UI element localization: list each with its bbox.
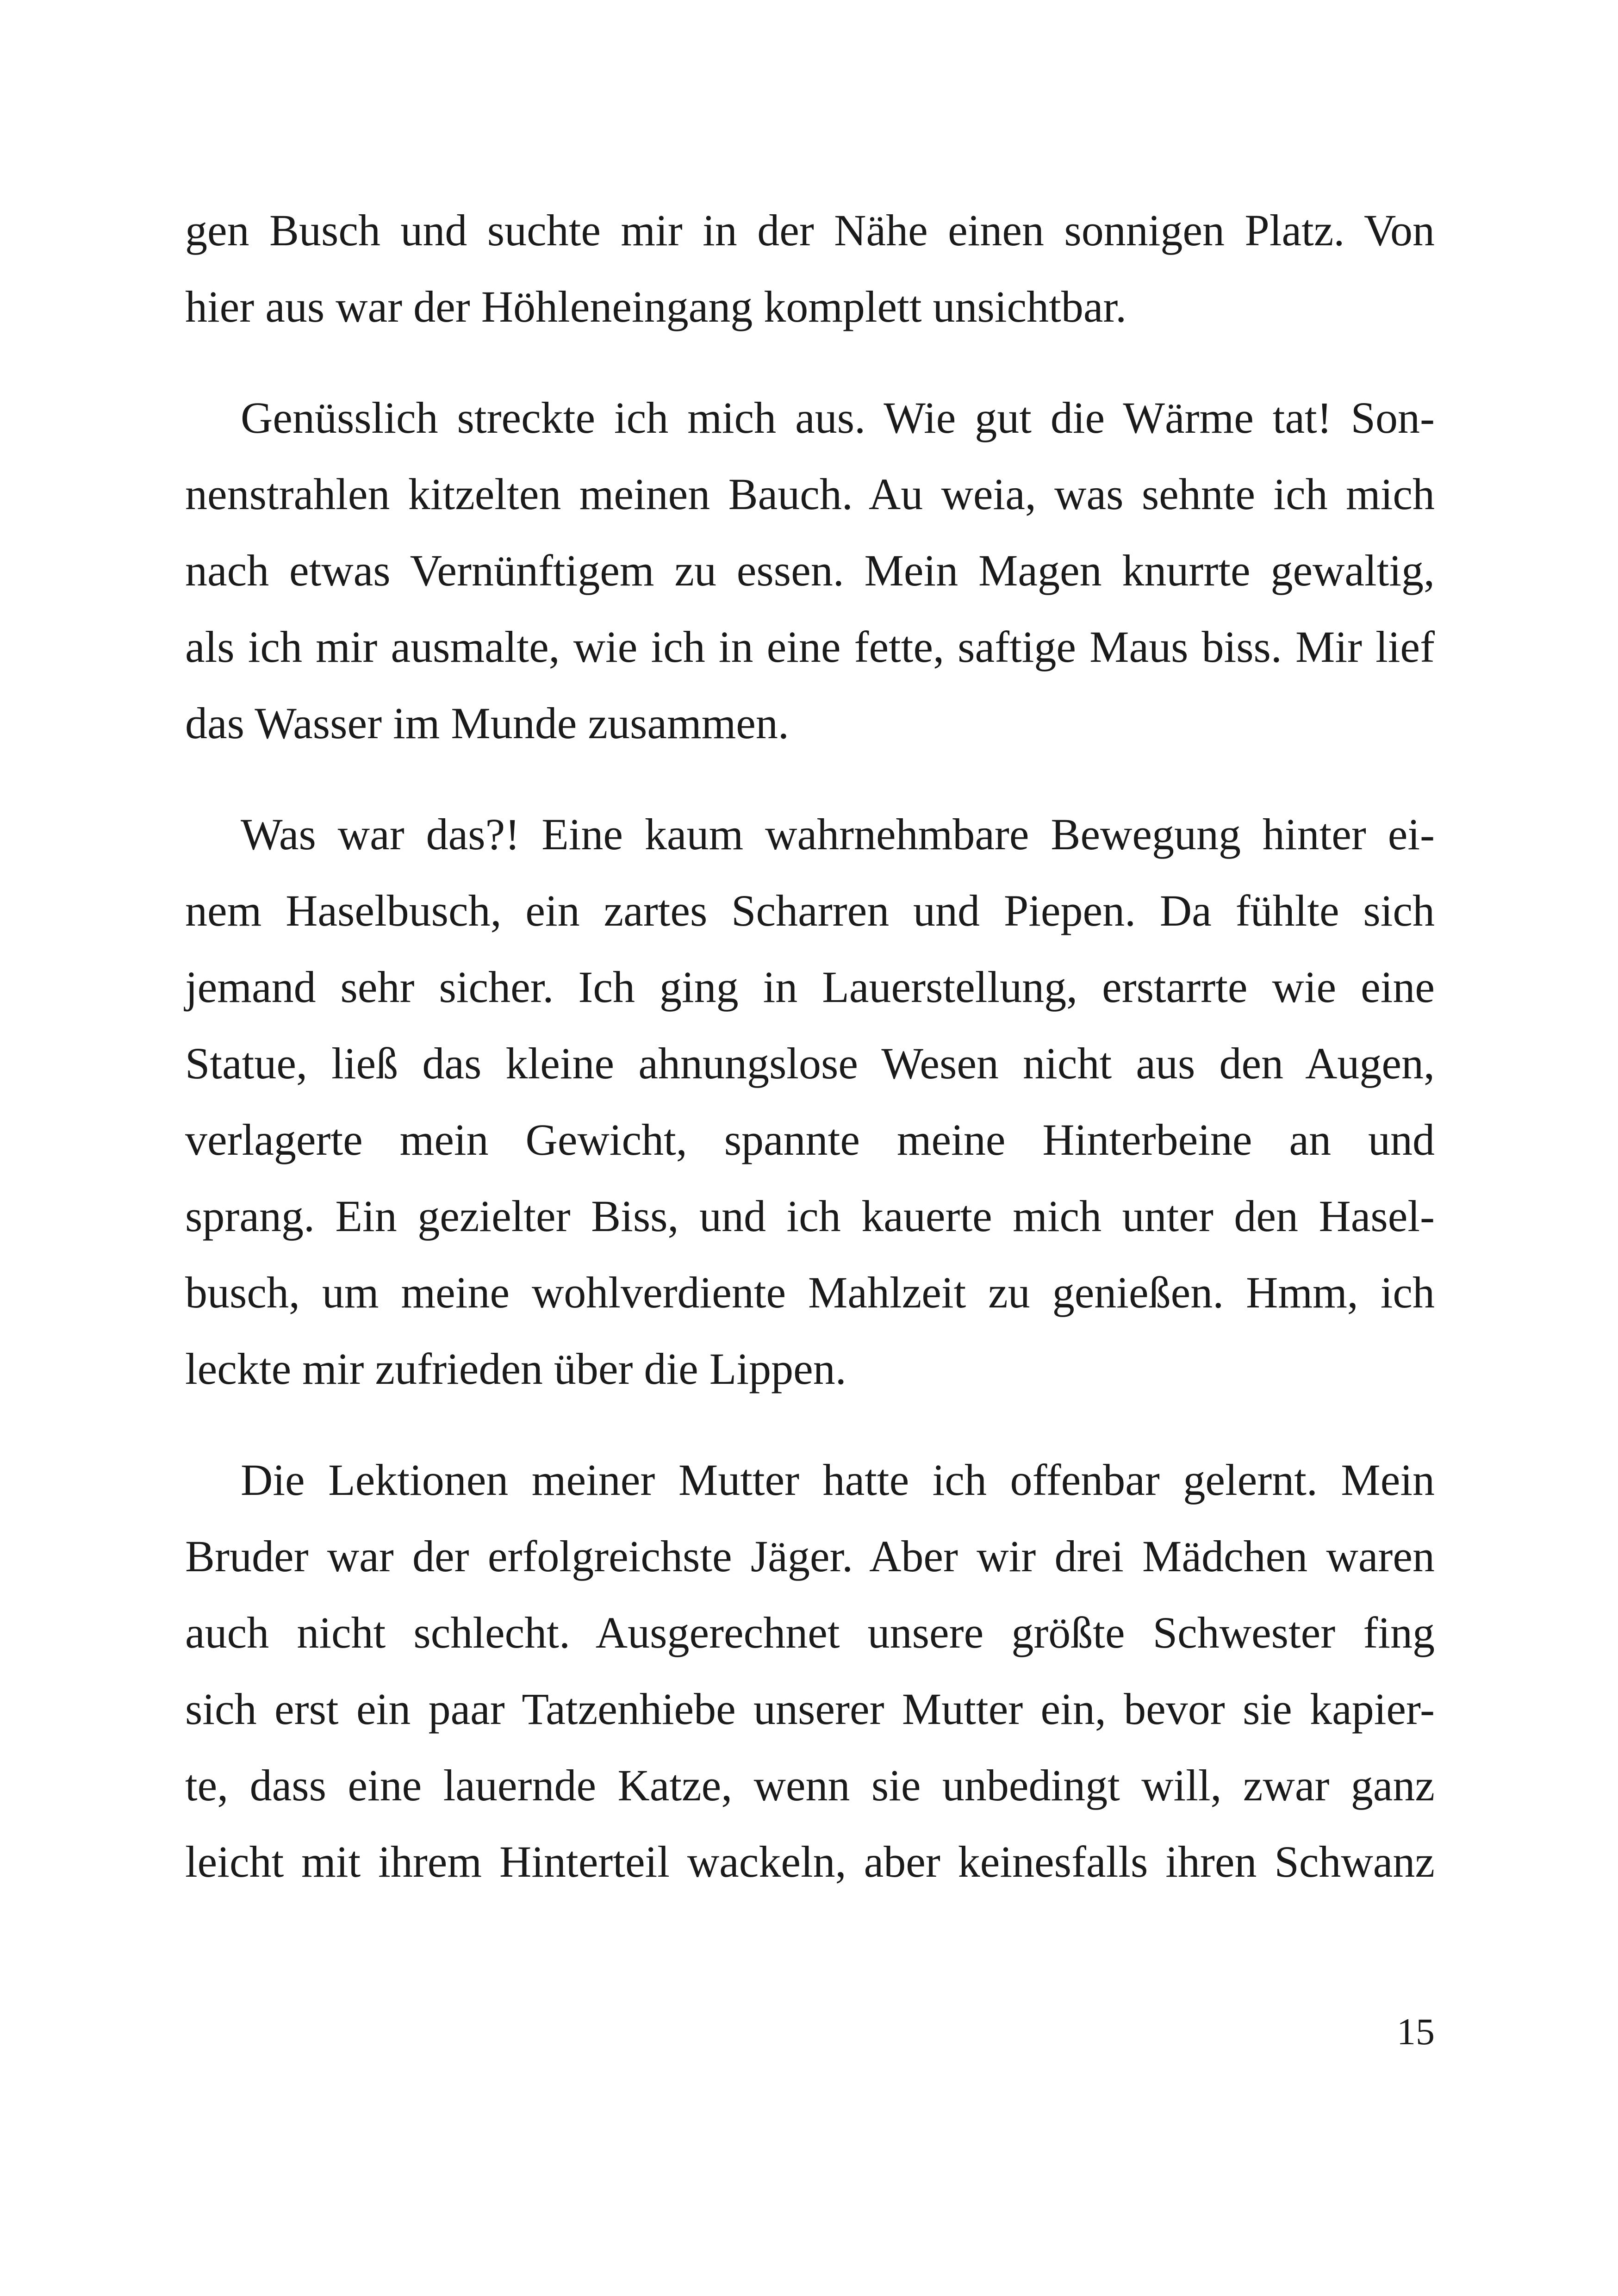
text-line: hier aus war der Höhleneingang komplett unsichtbar. — [185, 282, 1127, 331]
text-line: verlagerte mein Gewicht, spannte meine Hinterbeine an und — [185, 1115, 1435, 1164]
text-line: Genüsslich streckte ich mich aus. Wie gut die Wärme tat! Son- — [241, 393, 1435, 442]
paragraph — [185, 1442, 1435, 1900]
text-line: das Wasser im Munde zusammen. — [185, 698, 789, 748]
text-line: Bruder war der erfolgreichste Jäger. Aber wir drei Mädchen waren — [185, 1531, 1435, 1581]
text-line: sprang. Ein gezielter Biss, und ich kauerte mich unter den Hasel- — [185, 1191, 1435, 1241]
paragraph-gap — [185, 345, 1435, 380]
text-line: gen Busch und suchte mir in der Nähe einen sonnigen Platz. Von — [185, 205, 1435, 255]
paragraph-gap — [185, 1407, 1435, 1442]
text-line: Die Lektionen meiner Mutter hatte ich offenbar gelernt. Mein — [241, 1455, 1435, 1505]
text-line: nem Haselbusch, ein zartes Scharren und Piepen. Da fühlte sich — [185, 886, 1435, 935]
text-line: leicht mit ihrem Hinterteil wackeln, aber keinesfalls ihren Schwanz — [185, 1837, 1435, 1886]
paragraph — [185, 192, 1435, 345]
paragraph-gap — [185, 761, 1435, 796]
text-line: leckte mir zufrieden über die Lippen. — [185, 1344, 846, 1394]
text-line: jemand sehr sicher. Ich ging in Lauerstellung, erstarrte wie eine — [185, 962, 1435, 1012]
body-text — [185, 192, 1435, 1900]
text-line: te, dass eine lauernde Katze, wenn sie unbedingt will, zwar ganz — [185, 1761, 1435, 1810]
text-line: Was war das?! Eine kaum wahrnehmbare Bewegung hinter ei- — [241, 809, 1435, 859]
text-line: Statue, ließ das kleine ahnungslose Wesen nicht aus den Augen, — [185, 1039, 1435, 1088]
page-number: 15 — [1397, 2010, 1435, 2053]
text-line: nenstrahlen kitzelten meinen Bauch. Au weia, was sehnte ich mich — [185, 469, 1435, 519]
text-line: sich erst ein paar Tatzenhiebe unserer Mutter ein, bevor sie kapier- — [185, 1684, 1435, 1734]
text-line: als ich mir ausmalte, wie ich in eine fette, saftige Maus biss. Mir lief — [185, 622, 1435, 672]
paragraph — [185, 380, 1435, 761]
paragraph — [185, 796, 1435, 1407]
text-line: auch nicht schlecht. Ausgerechnet unsere größte Schwester fing — [185, 1608, 1435, 1657]
text-line: busch, um meine wohlverdiente Mahlzeit zu genießen. Hmm, ich — [185, 1268, 1435, 1317]
text-line: nach etwas Vernünftigem zu essen. Mein Magen knurrte gewaltig, — [185, 546, 1435, 595]
